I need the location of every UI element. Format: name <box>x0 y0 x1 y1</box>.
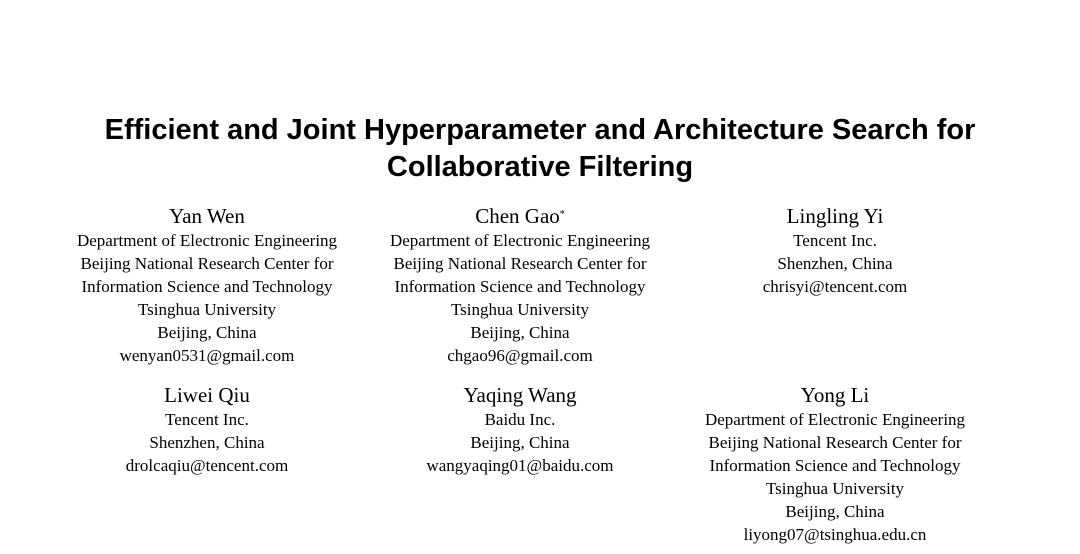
author-affiliation-line: Tencent Inc. <box>793 231 877 250</box>
author-affiliation-line: Beijing, China <box>785 502 885 521</box>
author-affiliation-line: Tsinghua University <box>450 300 590 319</box>
author-name: Yan Wen <box>169 204 245 228</box>
author-block-chen-gao <box>360 204 680 367</box>
author-affiliation-line: Beijing National Research Center for <box>708 433 962 452</box>
author-affiliation-line: Beijing, China <box>470 433 570 452</box>
author-block-lingling-yi <box>675 204 995 298</box>
author-block-yaqing-wang <box>360 383 680 477</box>
author-email: chrisyi@tencent.com <box>762 277 908 296</box>
author-affiliation-line: Tsinghua University <box>765 479 905 498</box>
author-name-wrapper <box>360 204 680 229</box>
author-email: drolcaqiu@tencent.com <box>125 456 289 475</box>
paper-title-line-1: Efficient and Joint Hyperparameter and Architecture Search for <box>104 114 976 146</box>
author-affiliation-line: Beijing National Research Center for <box>80 254 334 273</box>
author-name: Lingling Yi <box>786 204 884 228</box>
author-affiliation-line: Information Science and Technology <box>709 456 961 475</box>
author-affiliation-line: Department of Electronic Engineering <box>76 231 338 250</box>
author-email: chgao96@gmail.com <box>447 346 593 365</box>
author-name: Liwei Qiu <box>164 383 250 407</box>
author-affiliation-line: Beijing, China <box>470 323 570 342</box>
author-affiliation-line: Department of Electronic Engineering <box>389 231 651 250</box>
corresponding-author-mark: * <box>559 209 565 220</box>
author-email: wenyan0531@gmail.com <box>119 346 295 365</box>
author-affiliation-line: Shenzhen, China <box>777 254 893 273</box>
author-affiliation-line: Information Science and Technology <box>394 277 646 296</box>
author-affiliation-line: Shenzhen, China <box>149 433 265 452</box>
author-block-liwei-qiu <box>47 383 367 477</box>
author-name: Yong Li <box>800 383 870 407</box>
author-affiliation-line: Tsinghua University <box>137 300 277 319</box>
author-affiliation-line: Beijing, China <box>157 323 257 342</box>
author-affiliation-line: Department of Electronic Engineering <box>704 410 966 429</box>
author-block-yong-li <box>675 383 995 546</box>
paper-title <box>0 112 1080 186</box>
author-affiliation-line: Beijing National Research Center for <box>393 254 647 273</box>
author-name: Yaqing Wang <box>463 383 577 407</box>
author-name: Chen Gao <box>475 204 560 228</box>
paper-title-line-2: Collaborative Filtering <box>386 151 694 183</box>
author-email: wangyaqing01@baidu.com <box>426 456 614 475</box>
author-affiliation-line: Information Science and Technology <box>81 277 333 296</box>
author-email: liyong07@tsinghua.edu.cn <box>743 525 927 544</box>
author-block-yan-wen <box>47 204 367 367</box>
author-affiliation-line: Tencent Inc. <box>165 410 249 429</box>
author-affiliation-line: Baidu Inc. <box>484 410 556 429</box>
